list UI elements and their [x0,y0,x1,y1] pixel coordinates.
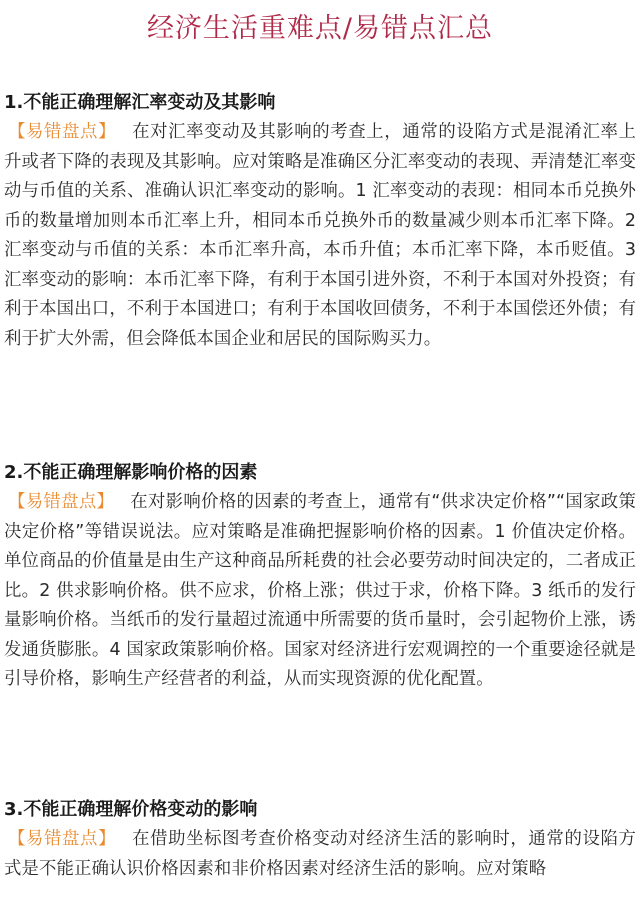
error-tag: 【易错盘点】 [8,122,117,142]
page-title: 经济生活重难点/易错点汇总 [146,13,494,44]
section-paragraph [4,488,636,695]
section-price-factors [4,458,636,695]
section-price-change [4,795,636,884]
section-heading: 3.不能正确理解价格变动的影响 [4,799,258,820]
section-body: 在对汇率变动及其影响的考查上，通常的设陷方式是混淆汇率上升或者下降的表现及其影响。应对策略是准确区分汇率变动的表现、弄清楚汇率变动与币值的关系、准确认识汇率变动的影响。1 汇率变动的表现：相同本币兑换外币的数量增加则本币汇率上升，相同本币兑换外币的数量减少则本币汇率下降。2 汇率变动与币值的关系：本币汇率升高，本币升值；本币汇率下降，本币贬值。3 汇率变动的影响：本币汇率下降，有利于本国引进外资，不利于本国对外投资；有利于本国出口，不利于本国进口；有利于本国收回债务，不利于本国偿还外债；有利于扩大外需，但会降低本国企业和居民的国际购买力。 [4,122,636,349]
section-paragraph [4,825,636,884]
section-exchange-rate [4,88,636,354]
error-tag: 【易错盘点】 [8,829,117,849]
section-heading: 2.不能正确理解影响价格的因素 [4,462,258,483]
error-tag: 【易错盘点】 [8,492,115,512]
section-heading: 1.不能正确理解汇率变动及其影响 [4,92,276,113]
section-paragraph [4,118,636,354]
section-body: 在借助坐标图考查价格变动对经济生活的影响时，通常的设陷方式是不能正确认识价格因素和非价格因素对经济生活的影响。应对策略 [4,829,636,879]
section-body: 在对影响价格的因素的考查上，通常有“供求决定价格”“国家政策决定价格”等错误说法。应对策略是准确把握影响价格的因素。1 价值决定价格。单位商品的价值量是由生产这种商品所耗费的社会必要劳动时间决定的，二者成正比。2 供求影响价格。供不应求，价格上涨；供过于求，价格下降。3 纸币的发行量影响价格。当纸币的发行量超过流通中所需要的货币量时，会引起物价上涨，诱发通货膨胀。4 国家政策影响价格。国家对经济进行宏观调控的一个重要途径就是引导价格，影响生产经营者的利益，从而实现资源的优化配置。 [4,492,636,689]
